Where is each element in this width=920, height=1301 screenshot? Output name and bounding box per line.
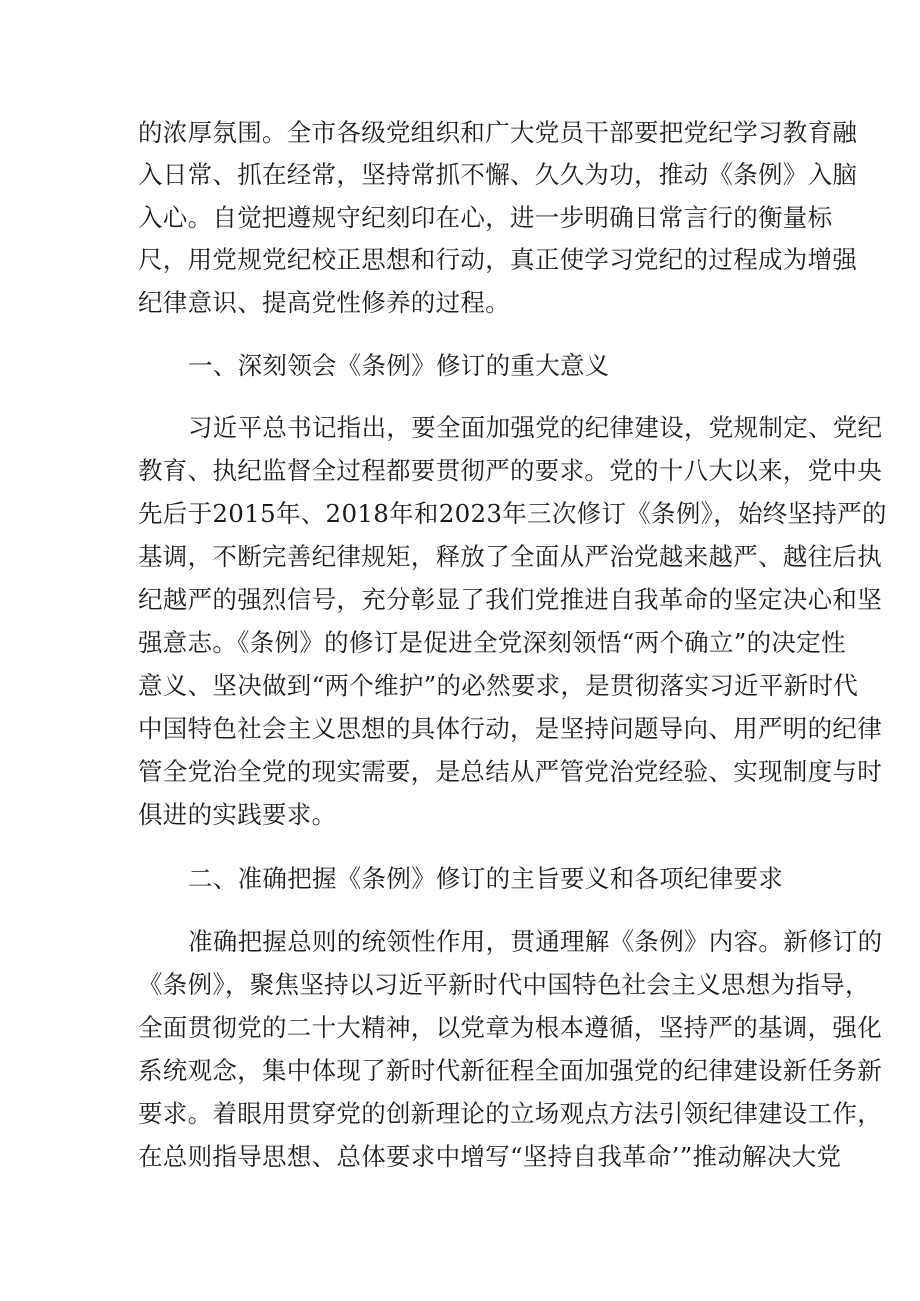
text-line: 的浓厚氛围。全市各级党组织和广大党员干部要把党纪学习教育融 xyxy=(138,118,858,147)
text-line: 基调，不断完善纪律规矩，释放了全面从严治党越来越严、越往后执 xyxy=(138,542,882,571)
text-line: 先后于2015年、2018年和2023年三次修订《条例》，始终坚持严的 xyxy=(138,499,887,528)
text-line: 要求。着眼用贯穿党的创新理论的立场观点方法引领纪律建设工作， xyxy=(138,1099,882,1128)
text-line: 教育、执纪监督全过程都要贯彻严的要求。党的十八大以来，党中央 xyxy=(138,456,882,485)
text-line: 尺，用党规党纪校正思想和行动，真正使学习党纪的过程成为增强 xyxy=(138,245,858,274)
text-line: 纪越严的强烈信号，充分彰显了我们党推进自我革命的坚定决心和坚 xyxy=(138,585,882,614)
text-line: 意义、坚决做到“两个维护”的必然要求，是贯彻落实习近平新时代 xyxy=(138,671,859,700)
text-line: 系统观念，集中体现了新时代新征程全面加强党的纪律建设新任务新 xyxy=(138,1056,882,1085)
text-line: 全面贯彻党的二十大精神，以党章为根本遵循，坚持严的基调，强化 xyxy=(138,1013,882,1042)
text-line: 俱进的实践要求。 xyxy=(138,800,337,829)
text-line: 入日常、抓在经常，坚持常抓不懈、久久为功，推动《条例》入脑 xyxy=(138,160,858,189)
text-line: 入心。自觉把遵规守纪刻印在心，进一步明确日常言行的衡量标 xyxy=(138,203,833,232)
text-line: 纪律意识、提高党性修养的过程。 xyxy=(138,288,510,317)
text-line: 强意志。《条例》的修订是促进全党深刻领悟“两个确立”的决定性 xyxy=(138,628,846,657)
text-line: 在总则指导思想、总体要求中增写“坚持自我革命’”推动解决大党 xyxy=(138,1142,842,1171)
text-line: 管全党治全党的现实需要，是总结从严管党治党经验、实现制度与时 xyxy=(138,757,882,786)
text-line: 习近平总书记指出，要全面加强党的纪律建设，党规制定、党纪 xyxy=(188,413,883,442)
section-heading: 一、深刻领会《条例》修订的重大意义 xyxy=(188,351,610,380)
section-heading: 二、准确把握《条例》修订的主旨要义和各项纪律要求 xyxy=(188,864,784,893)
text-line: 准确把握总则的统领性作用，贯通理解《条例》内容。新修订的 xyxy=(188,927,883,956)
text-line: 中国特色社会主义思想的具体行动，是坚持问题导向、用严明的纪律 xyxy=(138,714,882,743)
text-line: 《条例》，聚焦坚持以习近平新时代中国特色社会主义思想为指导， xyxy=(138,970,870,999)
